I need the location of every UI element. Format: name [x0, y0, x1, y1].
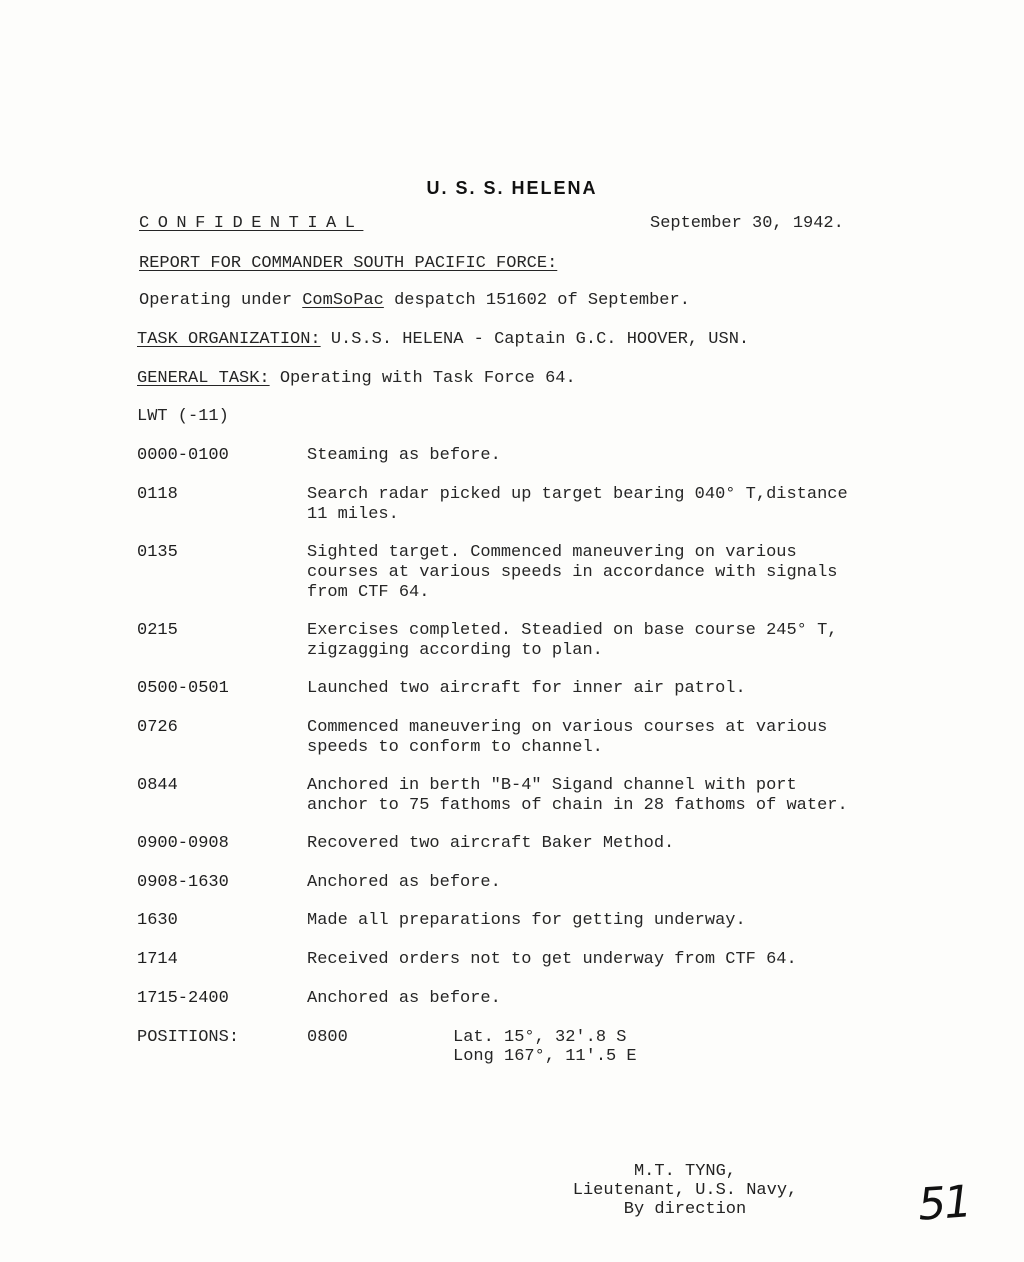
- log-entry-text: Exercises completed. Steadied on base course 245° T, zigzagging according to plan.: [307, 621, 838, 660]
- log-entry-time: 0118: [137, 485, 178, 504]
- operating-suffix: despatch 151602 of September.: [394, 291, 690, 310]
- general-task-value: Operating with Task Force 64.: [279, 369, 576, 388]
- log-entry-text: Sighted target. Commenced maneuvering on various courses at various speeds in accordance with signals from CTF 64.: [307, 543, 838, 602]
- classification-marking: CONFIDENTIAL: [139, 214, 364, 233]
- report-date: September 30, 1942.: [650, 214, 844, 233]
- operating-authority: ComSoPac: [302, 291, 384, 310]
- log-entry-text: Made all preparations for getting underway.: [307, 911, 746, 930]
- log-entry-text: Launched two aircraft for inner air patrol.: [307, 679, 746, 698]
- log-entry-time: 1630: [137, 911, 178, 930]
- log-entry-time: 0215: [137, 621, 178, 640]
- signature-block: [520, 1162, 850, 1219]
- log-entry-time: 0000-0100: [137, 446, 229, 465]
- log-entry-time: 1715-2400: [137, 989, 229, 1008]
- task-organization-value: U.S.S. HELENA - Captain G.C. HOOVER, USN.: [330, 330, 750, 349]
- report-recipient-line: REPORT FOR COMMANDER SOUTH PACIFIC FORCE:: [139, 254, 558, 273]
- operating-prefix: Operating under: [139, 291, 293, 310]
- task-organization-line: [137, 330, 749, 350]
- positions-time: 0800: [307, 1028, 348, 1047]
- log-entry-time: 0500-0501: [137, 679, 229, 698]
- general-task-line: [137, 369, 576, 389]
- log-entry-time: 0900-0908: [137, 834, 229, 853]
- log-entry-text: Search radar picked up target bearing 040° T,distance 11 miles.: [307, 485, 848, 524]
- log-entry-time: 0135: [137, 543, 178, 562]
- task-organization-label: TASK ORGANIZATION:: [137, 330, 321, 349]
- general-task-label: GENERAL TASK:: [137, 369, 270, 388]
- signature-rank: Lieutenant, U.S. Navy,: [572, 1181, 798, 1200]
- signature-note: By direction: [623, 1200, 747, 1219]
- positions-longitude: Long 167°, 11'.5 E: [453, 1047, 637, 1066]
- signature-name: M.T. TYNG,: [633, 1162, 737, 1181]
- log-entry-time: 0844: [137, 776, 178, 795]
- log-entry-text: Received orders not to get underway from CTF 64.: [307, 950, 797, 969]
- log-entry-text: Recovered two aircraft Baker Method.: [307, 834, 675, 853]
- log-entry-time: 0908-1630: [137, 873, 229, 892]
- operating-line: [139, 291, 690, 311]
- time-zone-label: LWT (-11): [137, 407, 229, 426]
- handwritten-page-number: 51: [916, 1176, 972, 1231]
- log-entry-text: Anchored as before.: [307, 989, 501, 1008]
- log-entry-time: 1714: [137, 950, 178, 969]
- positions-label: POSITIONS:: [137, 1028, 240, 1047]
- log-entry-text: Commenced maneuvering on various courses at various speeds to conform to channel.: [307, 718, 828, 757]
- positions-latitude: Lat. 15°, 32'.8 S: [453, 1028, 627, 1047]
- log-entry-text: Anchored in berth "B-4" Sigand channel with port anchor to 75 fathoms of chain in 28 fathoms of water.: [307, 776, 848, 815]
- log-entry-time: 0726: [137, 718, 178, 737]
- log-entry-text: Steaming as before.: [307, 446, 501, 465]
- ship-title: U. S. S. HELENA: [426, 178, 598, 198]
- log-entry-text: Anchored as before.: [307, 873, 501, 892]
